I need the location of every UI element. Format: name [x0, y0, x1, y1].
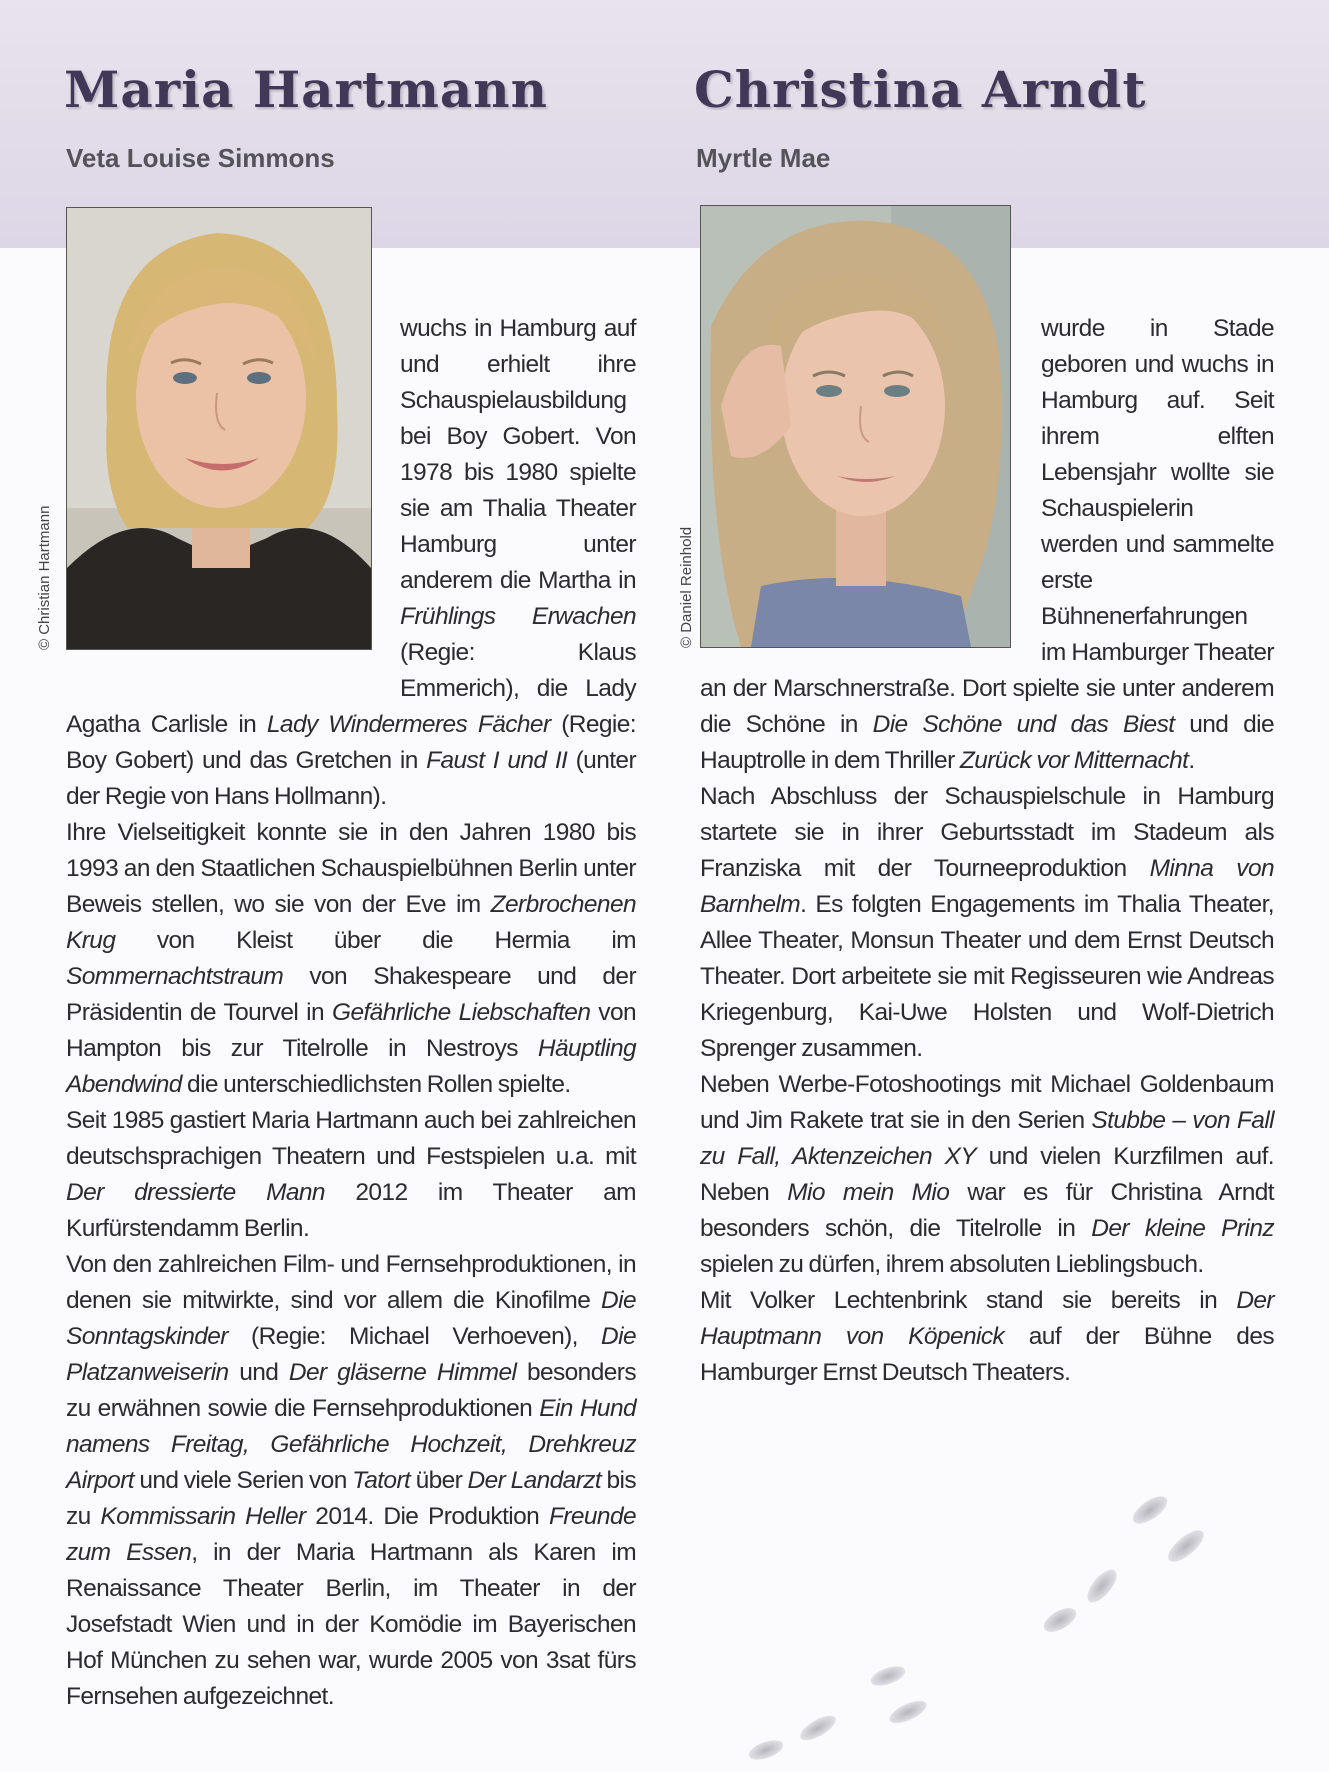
- italic-title: Faust I und II: [426, 747, 568, 774]
- photo-credit-left: © Christian Hartmann: [36, 505, 53, 650]
- italic-title: Kommissarin Heller: [100, 1503, 306, 1530]
- text-run: von Hampton bis zur Titelrolle in Nestroys: [66, 999, 636, 1062]
- text-run: Mit Volker Lechtenbrink stand sie bereits in: [700, 1287, 1237, 1314]
- italic-title: Tatort: [352, 1467, 411, 1494]
- text-run: (Regie: Klaus Emmerich), die Lady Agatha Carlisle in: [66, 639, 636, 738]
- text-run: Neben Werbe-Fotoshootings mit Michael Goldenbaum und Jim Rakete trat sie in den Serien: [700, 1071, 1274, 1134]
- photo-credit-right: © Daniel Reinhold: [678, 526, 695, 648]
- italic-title: Minna von Barnhelm: [700, 855, 1274, 918]
- photo-wrap-space-left: [66, 311, 400, 702]
- italic-title: Der gläserne Himmel: [288, 1359, 517, 1386]
- bio-paragraph: [700, 1283, 1274, 1391]
- bio-paragraph: [66, 1103, 636, 1247]
- text-run: und vielen Kurzfilmen auf. Neben: [700, 1143, 1274, 1206]
- italic-title: Lady Windermeres Fächer: [266, 711, 551, 738]
- text-run: und: [228, 1359, 289, 1386]
- text-run: .: [1188, 747, 1195, 774]
- footprints-icon: [730, 1480, 1250, 1772]
- text-run: auf der Bühne des Hamburger Ernst Deutsch Theaters.: [700, 1323, 1274, 1386]
- bio-left: [66, 311, 636, 1715]
- italic-title: Der dressierte Mann: [66, 1179, 325, 1206]
- italic-title: Zurück vor Mitternacht: [959, 747, 1189, 774]
- italic-title: Gefährliche Liebschaften: [331, 999, 591, 1026]
- bio-paragraph: [700, 1067, 1274, 1283]
- text-run: war es für Christina Arndt besonders schön, die Titelrolle in: [700, 1179, 1274, 1242]
- text-run: Von den zahlreichen Film- und Fernsehproduktionen, in denen sie mitwirkte, sind vor allem die Kinofilme: [66, 1251, 636, 1314]
- italic-title: Häuptling Abendwind: [66, 1035, 636, 1098]
- text-run: besonders zu erwähnen sowie die Fernsehproduktionen: [66, 1359, 636, 1422]
- text-run: , in der Maria Hartmann als Karen im Renaissance Theater Berlin, im Theater in der Josefstadt Wien und in der Komödie im Bayerischen Hof München zu sehen war, wurde 2005 von 3sat fürs Fernsehen aufgezeichnet.: [66, 1539, 636, 1710]
- text-run: spielen zu dürfen, ihrem absoluten Lieblingsbuch.: [700, 1251, 1204, 1278]
- actor-name-right: Christina Arndt: [694, 60, 1147, 119]
- text-run: Seit 1985 gastiert Maria Hartmann auch bei zahlreichen deutschsprachigen Theatern und Festspielen u.a. mit: [66, 1107, 636, 1170]
- italic-title: Der kleine Prinz: [1091, 1215, 1275, 1242]
- text-run: die unterschiedlichsten Rollen spielte.: [181, 1071, 571, 1098]
- text-run: . Es folgten Engagements im Thalia Theater, Allee Theater, Monsun Theater und dem Ernst Deutsch Theater. Dort arbeitete sie mit Regisseuren wie Andreas Kriegenburg, Kai-Uwe Holsten und Wolf-Dietrich Sprenger zusammen.: [700, 891, 1274, 1062]
- italic-title: Frühlings Erwachen: [400, 603, 636, 630]
- text-run: (unter der Regie von Hans Hollmann).: [66, 747, 637, 810]
- italic-title: Stubbe – von Fall zu Fall, Aktenzeichen XY: [700, 1107, 1275, 1170]
- text-run: über: [410, 1467, 468, 1494]
- role-name-left: Veta Louise Simmons: [66, 143, 335, 173]
- role-name-right: Myrtle Mae: [696, 143, 831, 173]
- italic-title: Sommernachtstraum: [66, 963, 284, 990]
- text-run: (Regie: Boy Gobert) und das Gretchen in: [66, 711, 636, 774]
- text-run: Nach Abschluss der Schauspielschule in Hamburg startete sie in ihrer Geburtsstadt im Stadeum als Franziska mit der Tourneeproduktion: [700, 783, 1274, 882]
- text-run: und die Hauptrolle in dem Thriller: [700, 711, 1274, 774]
- photo-wrap-space-right: [700, 311, 1041, 666]
- text-run: wurde in Stade geboren und wuchs in Hamburg auf. Seit ihrem elften Lebensjahr wollte sie Schauspielerin werden und sammelte erste Bühnenerfahrungen im Hamburger Theater an der Marschnerstraße. Dort spielte sie unter anderem die Schöne in: [700, 315, 1274, 738]
- bio-right: [700, 311, 1274, 1391]
- text-run: 2012 im Theater am Kurfürstendamm Berlin.: [66, 1179, 636, 1242]
- bio-paragraph: [66, 815, 636, 1103]
- text-run: Ihre Vielseitigkeit konnte sie in den Jahren 1980 bis 1993 an den Staatlichen Schauspielbühnen Berlin unter Beweis stellen, wo sie von der Eve im: [66, 819, 636, 918]
- italic-title: Mio mein Mio: [787, 1179, 950, 1206]
- text-run: bis zu: [66, 1467, 636, 1530]
- text-run: (Regie: Michael Verhoeven),: [227, 1323, 602, 1350]
- italic-title: Ein Hund namens Freitag, Gefährliche Hochzeit, Drehkreuz Airport: [66, 1395, 636, 1494]
- text-run: von Shakespeare und der Präsidentin de Tourvel in: [66, 963, 636, 1026]
- italic-title: Zerbrochenen Krug: [66, 891, 636, 954]
- text-run: 2014. Die Produktion: [305, 1503, 549, 1530]
- bio-paragraph: [66, 1247, 636, 1715]
- bio-paragraph: [700, 779, 1274, 1067]
- italic-title: Die Schöne und das Biest: [872, 711, 1175, 738]
- text-run: und viele Serien von: [133, 1467, 353, 1494]
- italic-title: Die Sonntagskinder: [66, 1287, 636, 1350]
- actor-name-left: Maria Hartmann: [64, 60, 548, 119]
- italic-title: Die Platzanweiserin: [66, 1323, 636, 1386]
- italic-title: Der Hauptmann von Köpenick: [700, 1287, 1274, 1350]
- italic-title: Freunde zum Essen: [66, 1503, 636, 1566]
- text-run: wuchs in Hamburg auf und erhielt ihre Schauspielausbildung bei Boy Gobert. Von 1978 bis 1980 spielte sie am Thalia Theater Hamburg unter anderem die Martha in: [400, 315, 636, 594]
- text-run: von Kleist über die Hermia im: [115, 927, 636, 954]
- italic-title: Der Landarzt: [467, 1467, 602, 1494]
